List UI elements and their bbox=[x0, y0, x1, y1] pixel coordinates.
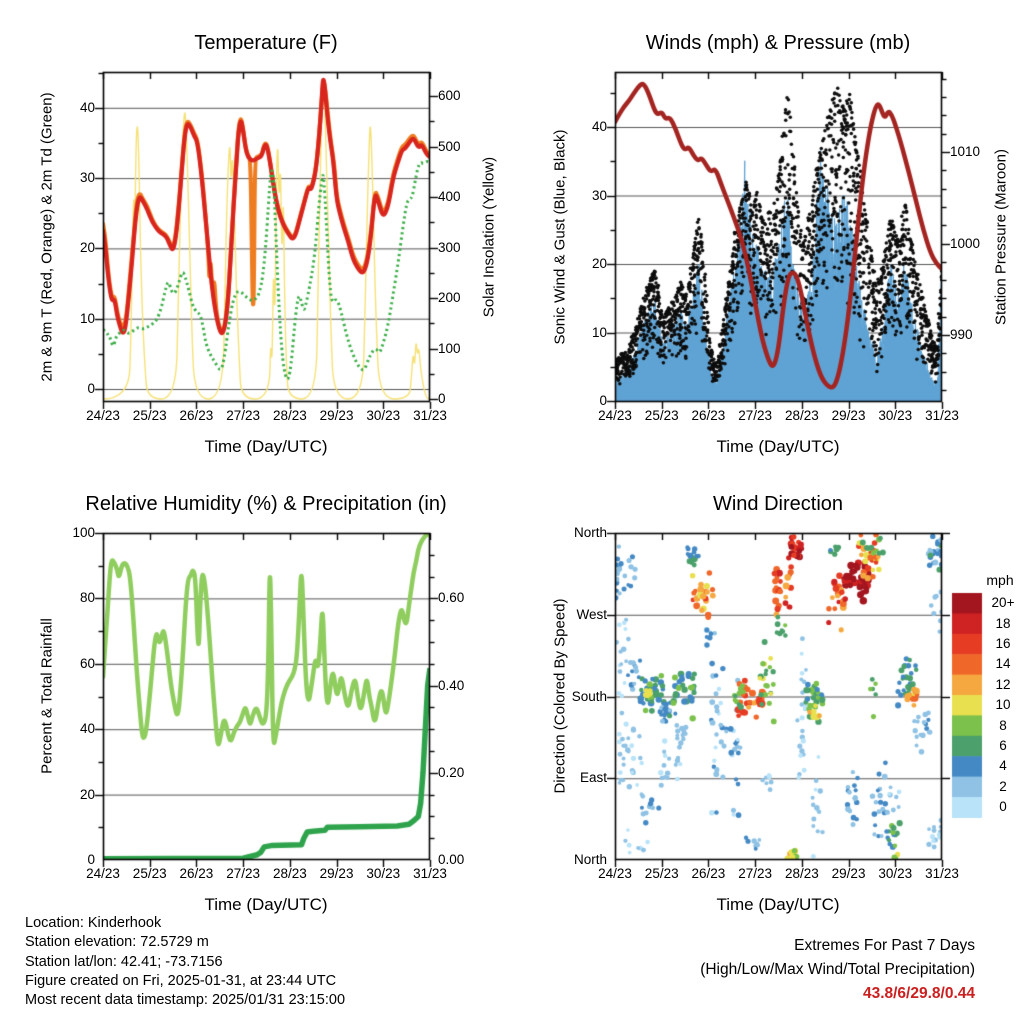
tick-label: 31/23 bbox=[413, 408, 447, 423]
tick-label: 300 bbox=[438, 239, 461, 255]
panel-title-wind-direction: Wind Direction bbox=[712, 493, 844, 515]
tick-label: 29/23 bbox=[319, 408, 354, 423]
tick-label: 26/23 bbox=[179, 408, 214, 423]
tick-label: 28/23 bbox=[272, 408, 307, 423]
tick-label: 30/23 bbox=[366, 408, 401, 423]
tick-label: 0 bbox=[999, 799, 1007, 815]
tick-label: 80 bbox=[79, 590, 95, 606]
tick-label: 26/23 bbox=[179, 866, 214, 881]
extremes-block bbox=[700, 934, 975, 1006]
y-axis-label-solar-right: Solar Insolation (Yellow) bbox=[480, 156, 498, 318]
tick-label: West bbox=[576, 606, 607, 622]
tick-label: 10 bbox=[995, 697, 1011, 713]
y-axis-label-rh-left: Percent & Total Rainfall bbox=[38, 618, 56, 774]
tick-label: 40 bbox=[79, 721, 95, 737]
tick-label: 40 bbox=[79, 99, 95, 115]
tick-label: 10 bbox=[79, 310, 95, 326]
tick-label: 200 bbox=[438, 290, 461, 306]
tick-label: 18 bbox=[995, 615, 1011, 631]
x-axis-label-1: Time (Day/UTC) bbox=[204, 437, 328, 456]
tick-label: 20+ bbox=[991, 595, 1015, 611]
y-axis-label-wind-left: Sonic Wind & Gust (Blue, Black) bbox=[551, 129, 569, 345]
tick-label: 990 bbox=[950, 327, 973, 342]
tick-label: 30 bbox=[79, 170, 95, 186]
tick-label: 400 bbox=[438, 189, 461, 205]
tick-label: 10 bbox=[591, 324, 607, 340]
tick-label: 31/23 bbox=[925, 866, 959, 881]
extremes-title: Extremes For Past 7 Days bbox=[794, 937, 975, 954]
tick-label: North bbox=[573, 525, 607, 540]
tick-label: North bbox=[573, 852, 607, 867]
tick-label: 0 bbox=[87, 381, 95, 396]
tick-label: 100 bbox=[72, 525, 95, 540]
tick-label: 600 bbox=[438, 88, 461, 104]
y-axis-label-pressure-right: Station Pressure (Maroon) bbox=[992, 149, 1010, 325]
tick-label: 1010 bbox=[950, 144, 981, 159]
tick-label: 2 bbox=[999, 778, 1007, 794]
tick-label: 6 bbox=[999, 738, 1007, 753]
tick-label: 0 bbox=[87, 852, 95, 867]
station-elevation: Station elevation: 72.5729 m bbox=[25, 934, 209, 951]
tick-label: 25/23 bbox=[644, 408, 679, 423]
tick-label: 29/23 bbox=[831, 408, 866, 423]
tick-label: 60 bbox=[79, 655, 95, 671]
tick-label: 1000 bbox=[950, 235, 981, 251]
tick-label: 0.00 bbox=[438, 852, 465, 867]
tick-label: 0.20 bbox=[438, 764, 465, 780]
panel-title-winds-pressure: Winds (mph) & Pressure (mb) bbox=[645, 32, 911, 54]
extremes-legend: (High/Low/Max Wind/Total Precipitation) bbox=[700, 961, 975, 978]
tick-label: 24/23 bbox=[598, 408, 632, 423]
colorbar-title: mph bbox=[986, 572, 1014, 588]
tick-label: 28/23 bbox=[784, 408, 819, 423]
extremes-values: 43.8/6/29.8/0.44 bbox=[862, 985, 975, 1002]
tick-label: 25/23 bbox=[132, 866, 167, 881]
tick-label: 26/23 bbox=[691, 408, 726, 423]
tick-label: 16 bbox=[995, 636, 1011, 651]
tick-label: 100 bbox=[438, 340, 461, 356]
tick-label: 28/23 bbox=[784, 866, 819, 881]
tick-label: 40 bbox=[591, 119, 607, 134]
tick-label: 31/23 bbox=[925, 408, 959, 423]
x-axis-label-4: Time (Day/UTC) bbox=[716, 895, 840, 914]
tick-label: 27/23 bbox=[226, 866, 261, 881]
tick-label: 24/23 bbox=[86, 408, 120, 423]
tick-label: 0.40 bbox=[438, 677, 465, 693]
station-location: Location: Kinderhook bbox=[25, 915, 162, 931]
tick-label: 30 bbox=[591, 187, 607, 203]
tick-label: 29/23 bbox=[319, 866, 354, 881]
tick-label: 30/23 bbox=[878, 408, 913, 423]
panel-title-temperature: Temperature (F) bbox=[194, 32, 338, 54]
y-axis-label-direction-left: Direction (Colored By Speed) bbox=[551, 598, 569, 794]
tick-label: 31/23 bbox=[413, 866, 447, 881]
data-timestamp: Most recent data timestamp: 2025/01/31 23:15:00 bbox=[25, 992, 346, 1009]
tick-label: 0.60 bbox=[438, 590, 465, 606]
tick-label: 27/23 bbox=[738, 408, 773, 423]
tick-label: 30/23 bbox=[366, 866, 401, 881]
tick-label: 24/23 bbox=[86, 866, 120, 881]
x-axis-label-2: Time (Day/UTC) bbox=[716, 437, 840, 456]
tick-label: 29/23 bbox=[831, 866, 866, 881]
tick-label: 20 bbox=[591, 256, 607, 271]
tick-label: 27/23 bbox=[738, 866, 773, 881]
tick-label: 25/23 bbox=[132, 408, 167, 423]
tick-label: 24/23 bbox=[598, 866, 632, 881]
tick-label: 20 bbox=[79, 240, 95, 256]
tick-label: 4 bbox=[999, 758, 1007, 774]
station-info bbox=[25, 914, 345, 1010]
tick-label: 25/23 bbox=[644, 866, 679, 881]
tick-label: 0 bbox=[599, 393, 607, 408]
tick-label: South bbox=[571, 688, 607, 704]
station-latlon: Station lat/lon: 42.41; -73.7156 bbox=[25, 953, 223, 970]
panel-title-humidity-precip: Relative Humidity (%) & Precipitation (in) bbox=[85, 493, 447, 515]
tick-label: East bbox=[579, 770, 607, 786]
y-axis-label-temp-left: 2m & 9m T (Red, Orange) & 2m Td (Green) bbox=[38, 92, 56, 382]
tick-label: 27/23 bbox=[226, 408, 261, 423]
figure-created: Figure created on Fri, 2025-01-31, at 23:44 UTC bbox=[25, 972, 337, 989]
tick-label: 30/23 bbox=[878, 866, 913, 881]
tick-label: 12 bbox=[995, 676, 1011, 692]
tick-label: 500 bbox=[438, 138, 461, 154]
tick-label: 28/23 bbox=[272, 866, 307, 881]
tick-label: 8 bbox=[999, 717, 1007, 733]
tick-label: 0 bbox=[438, 391, 446, 406]
tick-label: 14 bbox=[995, 656, 1011, 672]
tick-label: 26/23 bbox=[691, 866, 726, 881]
x-axis-label-3: Time (Day/UTC) bbox=[204, 895, 328, 914]
tick-label: 20 bbox=[79, 786, 95, 802]
